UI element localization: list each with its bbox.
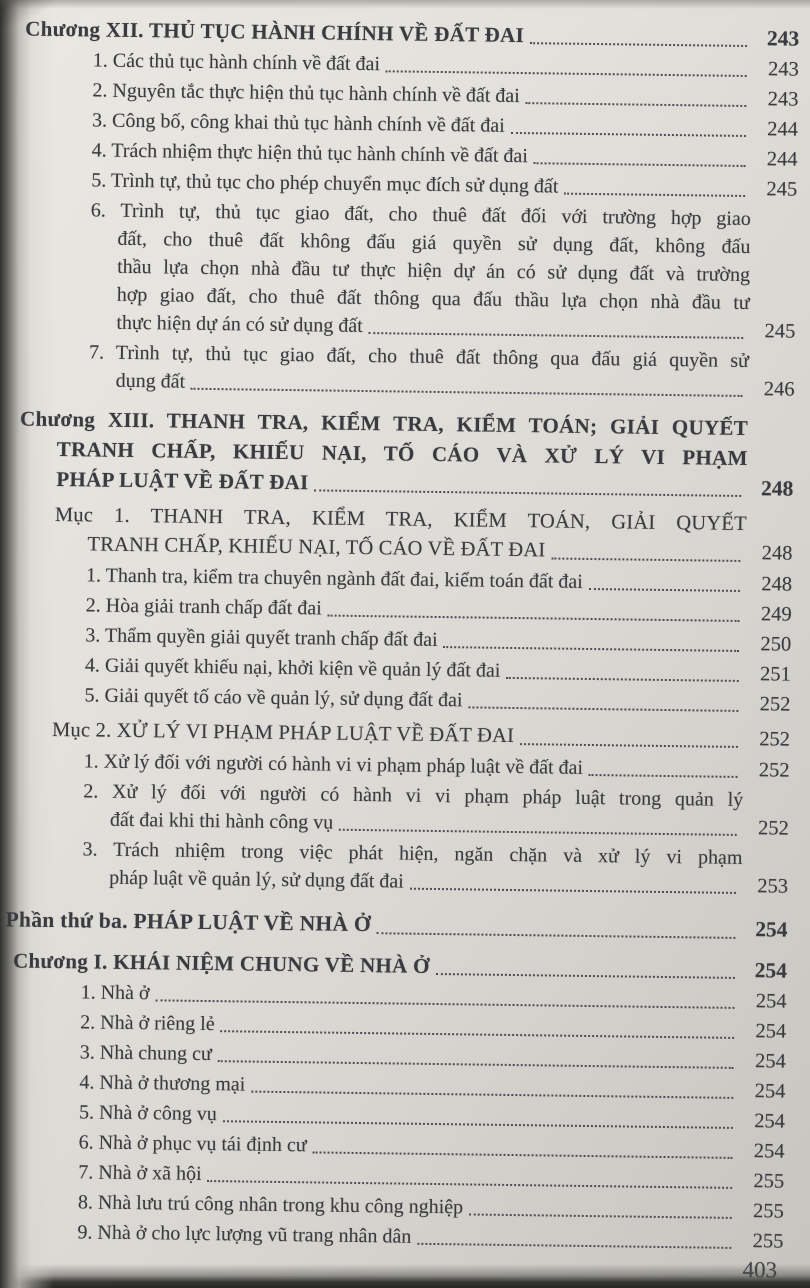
toc-entry-title: 7. Trình tự, thủ tục giao đất, cho thuê đất thông qua đấu giá quyền sử: [88, 341, 750, 373]
toc-entry-title: 4. Trách nhiệm thực hiện thủ tục hành chính về đất đai: [91, 139, 529, 168]
toc-entry-title: Phần thứ ba. PHÁP LUẬT VỀ NHÀ Ở: [5, 907, 372, 937]
toc-entry-title: 8. Nhà lưu trú công nhân trong khu công nghiệp: [77, 1191, 464, 1219]
toc-entry-page-number: 244: [766, 148, 798, 171]
toc-entry-page-number: 255: [753, 1170, 785, 1193]
toc-entry-page-number: 243: [767, 88, 799, 111]
toc-entry-title: TRANH CHẤP, KHIẾU NẠI, TỐ CÁO VÀ XỬ LÝ VI PHẠM: [56, 436, 748, 471]
toc-entry-title: Mục 2. XỬ LÝ VI PHẠM PHÁP LUẬT VỀ ĐẤT ĐAI: [51, 718, 515, 748]
dot-leader: [218, 1060, 734, 1069]
toc-entry-title: PHÁP LUẬT VỀ ĐẤT ĐAI: [56, 466, 309, 495]
dot-leader: [410, 888, 736, 894]
toc-entry-line: [5, 904, 787, 945]
toc-entry-title: 5. Nhà ở công vụ: [78, 1101, 217, 1126]
dot-leader: [469, 1213, 732, 1218]
toc-entry-title: 5. Giải quyết tố cáo về quản lý, sử dụng đất đai: [84, 684, 463, 712]
toc-entry-page-number: 252: [759, 728, 791, 751]
toc-entry-page-number: 254: [754, 958, 788, 983]
toc-entry-title: 4. Nhà ở thương mại: [79, 1071, 246, 1096]
toc-entry-title: dụng đất: [115, 369, 186, 393]
toc-entry-title: 6. Trình tự, thủ tục giao đất, cho thuê đất đối với trường hợp giao: [90, 199, 751, 231]
toc-entry-page-number: 245: [764, 320, 796, 343]
toc-entry-page-number: 244: [767, 118, 799, 141]
toc-entry-section: [10, 500, 793, 568]
toc-entry-page-number: 248: [761, 542, 793, 565]
toc-entry-title: 1. Nhà ở: [80, 981, 150, 1005]
dot-leader: [534, 162, 746, 167]
dot-leader: [339, 829, 737, 836]
page-number-footer: 403: [742, 1257, 778, 1283]
toc-entry-title: 3. Thẩm quyền giải quyết tranh chấp đất đai: [85, 624, 438, 651]
toc-entry-title: 5. Trình tự, thủ tục cho phép chuyển mục đích sử dụng đất: [91, 169, 559, 198]
toc-entry-page-number: 248: [761, 573, 793, 596]
toc-entry-title: 3. Công bố, công khai thủ tục hành chính về đất đai: [91, 109, 505, 137]
toc-entry-title: 1. Các thủ tục hành chính về đất đai: [92, 49, 381, 76]
dot-leader: [436, 973, 735, 979]
toc-entry-page-number: 253: [757, 875, 789, 898]
dot-leader: [221, 1030, 735, 1039]
dot-leader: [208, 1180, 733, 1189]
toc-entry-part: [5, 904, 787, 945]
toc-entry-page-number: 254: [755, 1020, 787, 1043]
toc-entry-page-number: 254: [754, 1110, 786, 1133]
dot-leader: [155, 999, 734, 1009]
toc-entry-title: TRANH CHẤP, KHIẾU NẠI, TỐ CÁO VỀ ĐẤT ĐAI: [87, 533, 546, 562]
toc-entry-page-number: 249: [760, 603, 792, 626]
dot-leader: [369, 332, 744, 339]
dot-leader: [191, 388, 743, 397]
toc-entry-title: pháp luật về quản lý, sử dụng đất đai: [109, 866, 404, 893]
toc-entry-page-number: 243: [767, 58, 799, 81]
dot-leader: [328, 615, 740, 622]
dot-leader: [530, 42, 747, 47]
toc-entry-title: 6. Nhà ở phục vụ tái định cư: [78, 1131, 307, 1157]
toc-entry-title: 4. Giải quyết khiếu nại, khởi kiện về quản lý đất đai: [84, 654, 501, 682]
toc-entry-title: Chương XII. THỦ TỤC HÀNH CHÍNH VỀ ĐẤT ĐAI: [25, 16, 525, 48]
toc-entry-page-number: 243: [766, 26, 800, 51]
toc-entry-title: 1. Thanh tra, kiểm tra chuyên ngành đất đai, kiểm toán đất đai: [85, 564, 583, 593]
dot-leader: [313, 1151, 733, 1158]
dot-leader: [223, 1120, 733, 1129]
toc-entry-item: [6, 834, 789, 900]
toc-entry-page-number: 252: [758, 759, 790, 782]
toc-entry-page-number: 248: [760, 476, 794, 501]
toc-entry-title: 3. Trách nhiệm trong việc phát hiện, ngăn chặn và xử lý vi phạm: [82, 838, 743, 870]
toc-entry-title: đất đai khi thi hành công vụ: [109, 808, 334, 834]
toc-entry-item: [7, 776, 790, 842]
dot-leader: [377, 932, 736, 939]
dot-leader: [251, 1091, 733, 1099]
dot-leader: [386, 70, 747, 77]
dot-leader: [417, 1243, 731, 1249]
toc-entry-page-number: 252: [759, 693, 791, 716]
toc-entry-title: 7. Nhà ở xã hội: [78, 1161, 202, 1185]
toc-entry-page-number: 255: [752, 1230, 784, 1253]
dot-leader: [526, 102, 747, 107]
page-content: [1, 5, 800, 1288]
toc-entry-page-number: 255: [752, 1200, 784, 1223]
dot-leader: [506, 677, 739, 682]
dot-leader: [551, 557, 740, 561]
toc-entry-page-number: 252: [757, 817, 789, 840]
toc-entry-page-number: 254: [754, 1050, 786, 1073]
toc-entry-chapter: [11, 403, 794, 503]
toc-entry-page-number: 245: [766, 178, 798, 201]
toc-entry-title: Chương XIII. THANH TRA, KIỂM TRA, KIỂM TOÁN; GIẢI QUYẾT: [19, 406, 749, 441]
toc-entry-title: thực hiện dự án có sử dụng đất: [116, 311, 363, 337]
dot-leader: [314, 489, 741, 497]
toc-entry-page-number: 254: [755, 990, 787, 1013]
dot-leader: [589, 588, 740, 592]
toc-entry-page-number: 250: [760, 633, 792, 656]
toc-entry-title: thầu lựa chọn nhà đầu tư thực hiện dự án có sử dụng đất và trường: [117, 255, 751, 287]
dot-leader: [520, 743, 738, 748]
toc-entry-page-number: 254: [755, 917, 788, 942]
toc-entry-title: 2. Hòa giải tranh chấp đất đai: [85, 594, 322, 620]
dot-leader: [468, 706, 738, 712]
dot-leader: [564, 193, 745, 197]
toc-entry-title: Mục 1. THANH TRA, KIỂM TRA, KIỂM TOÁN, GIẢI QUYẾT: [54, 503, 747, 536]
toc-entry-title: 1. Xử lý đối với người có hành vi vi phạm pháp luật về đất đai: [83, 750, 584, 779]
dot-leader: [443, 646, 739, 652]
toc-entry-item: [13, 195, 797, 345]
toc-list: [1, 13, 799, 1255]
dot-leader: [589, 774, 738, 778]
toc-entry-title: hợp giao đất, cho thuê đất thông qua đấu thầu lựa chọn nhà đầu tư: [116, 283, 750, 315]
toc-entry-title: 3. Nhà chung cư: [79, 1041, 212, 1066]
toc-entry-item: [12, 337, 795, 403]
toc-entry-title: 2. Nguyên tắc thực hiện thủ tục hành chính về đất đai: [92, 79, 520, 108]
toc-entry-title: Chương I. KHÁI NIỆM CHUNG VỀ NHÀ Ở: [12, 948, 430, 978]
toc-entry-title: 9. Nhà ở cho lực lượng vũ trang nhân dân: [77, 1221, 412, 1248]
toc-entry-title: 2. Nhà ở riêng lẻ: [80, 1011, 215, 1036]
toc-entry-title: 2. Xử lý đối với người có hành vi vi phạm pháp luật trong quản lý: [83, 780, 744, 812]
toc-entry-page-number: 246: [763, 378, 795, 401]
toc-entry-page-number: 254: [754, 1080, 786, 1103]
dot-leader: [511, 132, 746, 137]
toc-entry-page-number: 254: [753, 1140, 785, 1163]
toc-entry-page-number: 251: [759, 663, 792, 686]
toc-entry-title: đất, cho thuê đất không đấu giá quyền sử dụng đất, không đấu: [117, 227, 751, 259]
